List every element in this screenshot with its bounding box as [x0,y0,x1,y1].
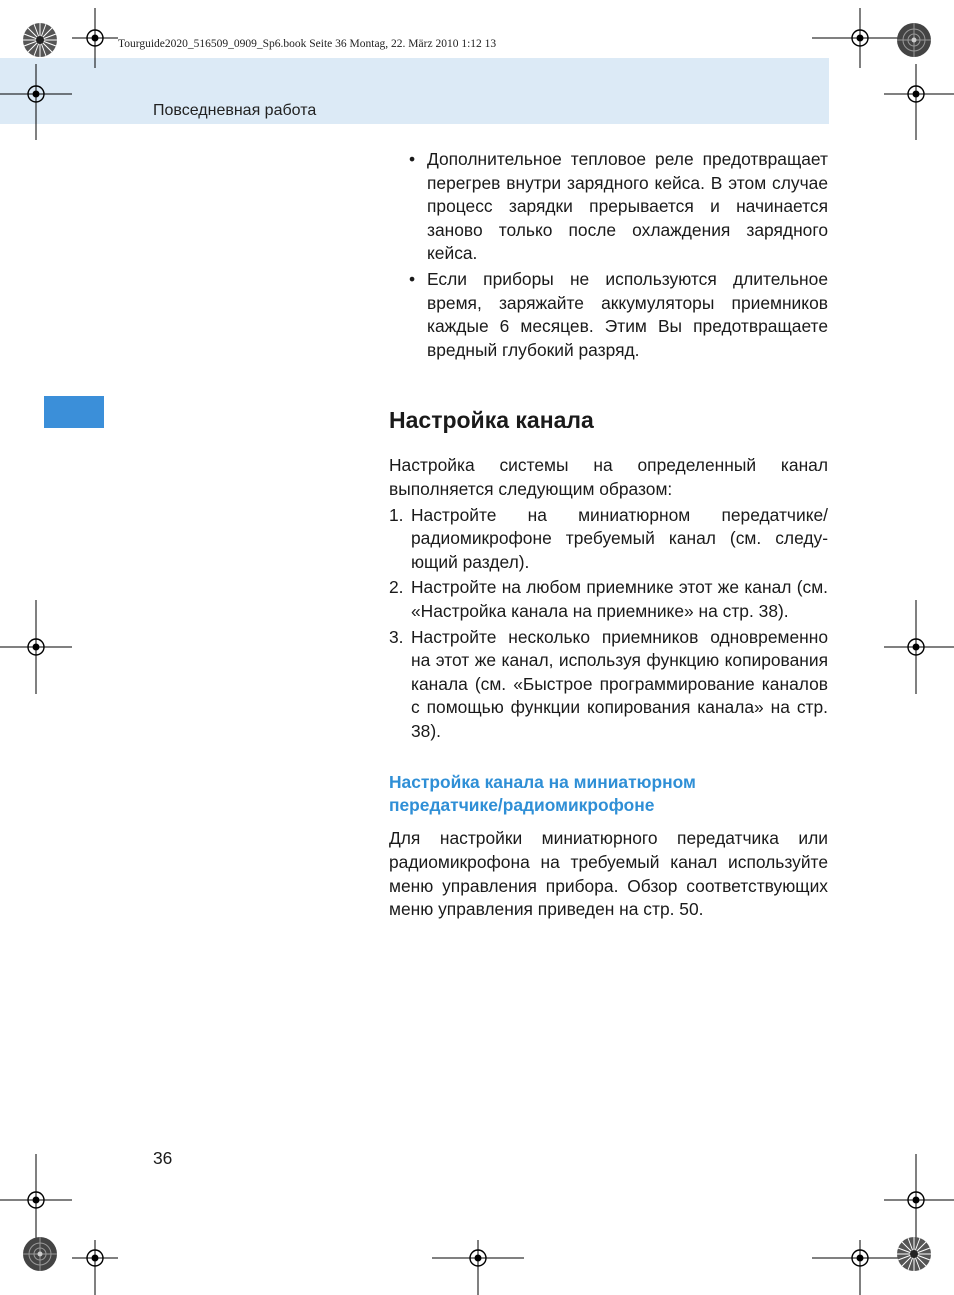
step-item [389,576,828,623]
registration-mark-icon [0,64,72,140]
step-item [389,626,828,744]
registration-mark-icon [812,8,908,68]
registration-mark-icon [884,64,954,140]
main-content [389,148,828,922]
registration-mark-icon [72,8,118,68]
subsection-text: Для настройки миниатюрного передатчика или радиомикрофона на требуемый канал используйте меню управления прибора. Обзор соответствующих меню управления приведен на стр. 50. [389,828,828,920]
step-text: Настройте на миниатюрном передатчике/ радиомикрофоне требуемый канал (см. следующий раздел). [411,504,828,572]
step-number: 2. [389,577,404,598]
bullet-item [389,148,828,266]
subsection-title-line1: Настройка канала на миниатюрном [389,772,696,793]
bullet-dot-icon: • [409,268,416,289]
subsection-title-line2: передатчике/радиомикрофоне [389,795,655,816]
step-number: 3. [389,626,404,647]
star-target-icon [22,1236,58,1272]
star-target-icon [896,22,932,58]
registration-mark-icon [884,600,954,694]
header-band [0,58,829,124]
bullet-text: Дополнительное тепловое реле предотвращает перегрев внутри зарядного кейса. В этом случае процесс зарядки прерывается и начинается заново только после охлаждения зарядного кейса. [427,149,828,264]
bullet-item [389,268,828,362]
step-text: Настройте на любом приемнике этот же канал (см. «Настройка канала на приемнике» на стр. 38). [411,577,828,621]
registration-mark-icon [0,1154,72,1246]
step-text: Настройте несколько приемников одновременно на этот же канал, используя функцию копирования канала (см. «Быстрое программирование каналов с помощью функции копирования канала» на стр. 38). [411,626,828,741]
star-target-icon [896,1236,932,1272]
page-number: 36 [153,1148,173,1168]
bullet-text: Если приборы не используются длительное время, заряжайте аккумуляторы приемников каждые 6 месяцев. Этим Вы предотвращаете вредный глубокий разряд. [427,268,828,360]
subsection-title [389,771,828,817]
registration-mark-icon [432,1240,524,1295]
running-head: Повседневная работа [153,102,317,119]
bullet-dot-icon: • [409,149,416,169]
registration-mark-icon [812,1240,908,1295]
bullet-list [389,148,828,362]
section-intro: Настройка системы на определенный канал выполняется следующим образом: [389,455,828,499]
chapter-thumb-tab [44,396,104,428]
print-info-line: Tourguide2020_516509_0909_Sp6.book Seite 36 Montag, 22. März 2010 1:12 13 [118,38,497,50]
steps-list [389,504,828,744]
star-target-icon [22,22,58,58]
step-item [389,504,828,575]
section-title: Настройка канала [389,407,594,434]
registration-mark-icon [884,1154,954,1246]
step-number: 1. [389,504,404,525]
registration-mark-icon [72,1240,118,1295]
registration-mark-icon [0,600,72,694]
